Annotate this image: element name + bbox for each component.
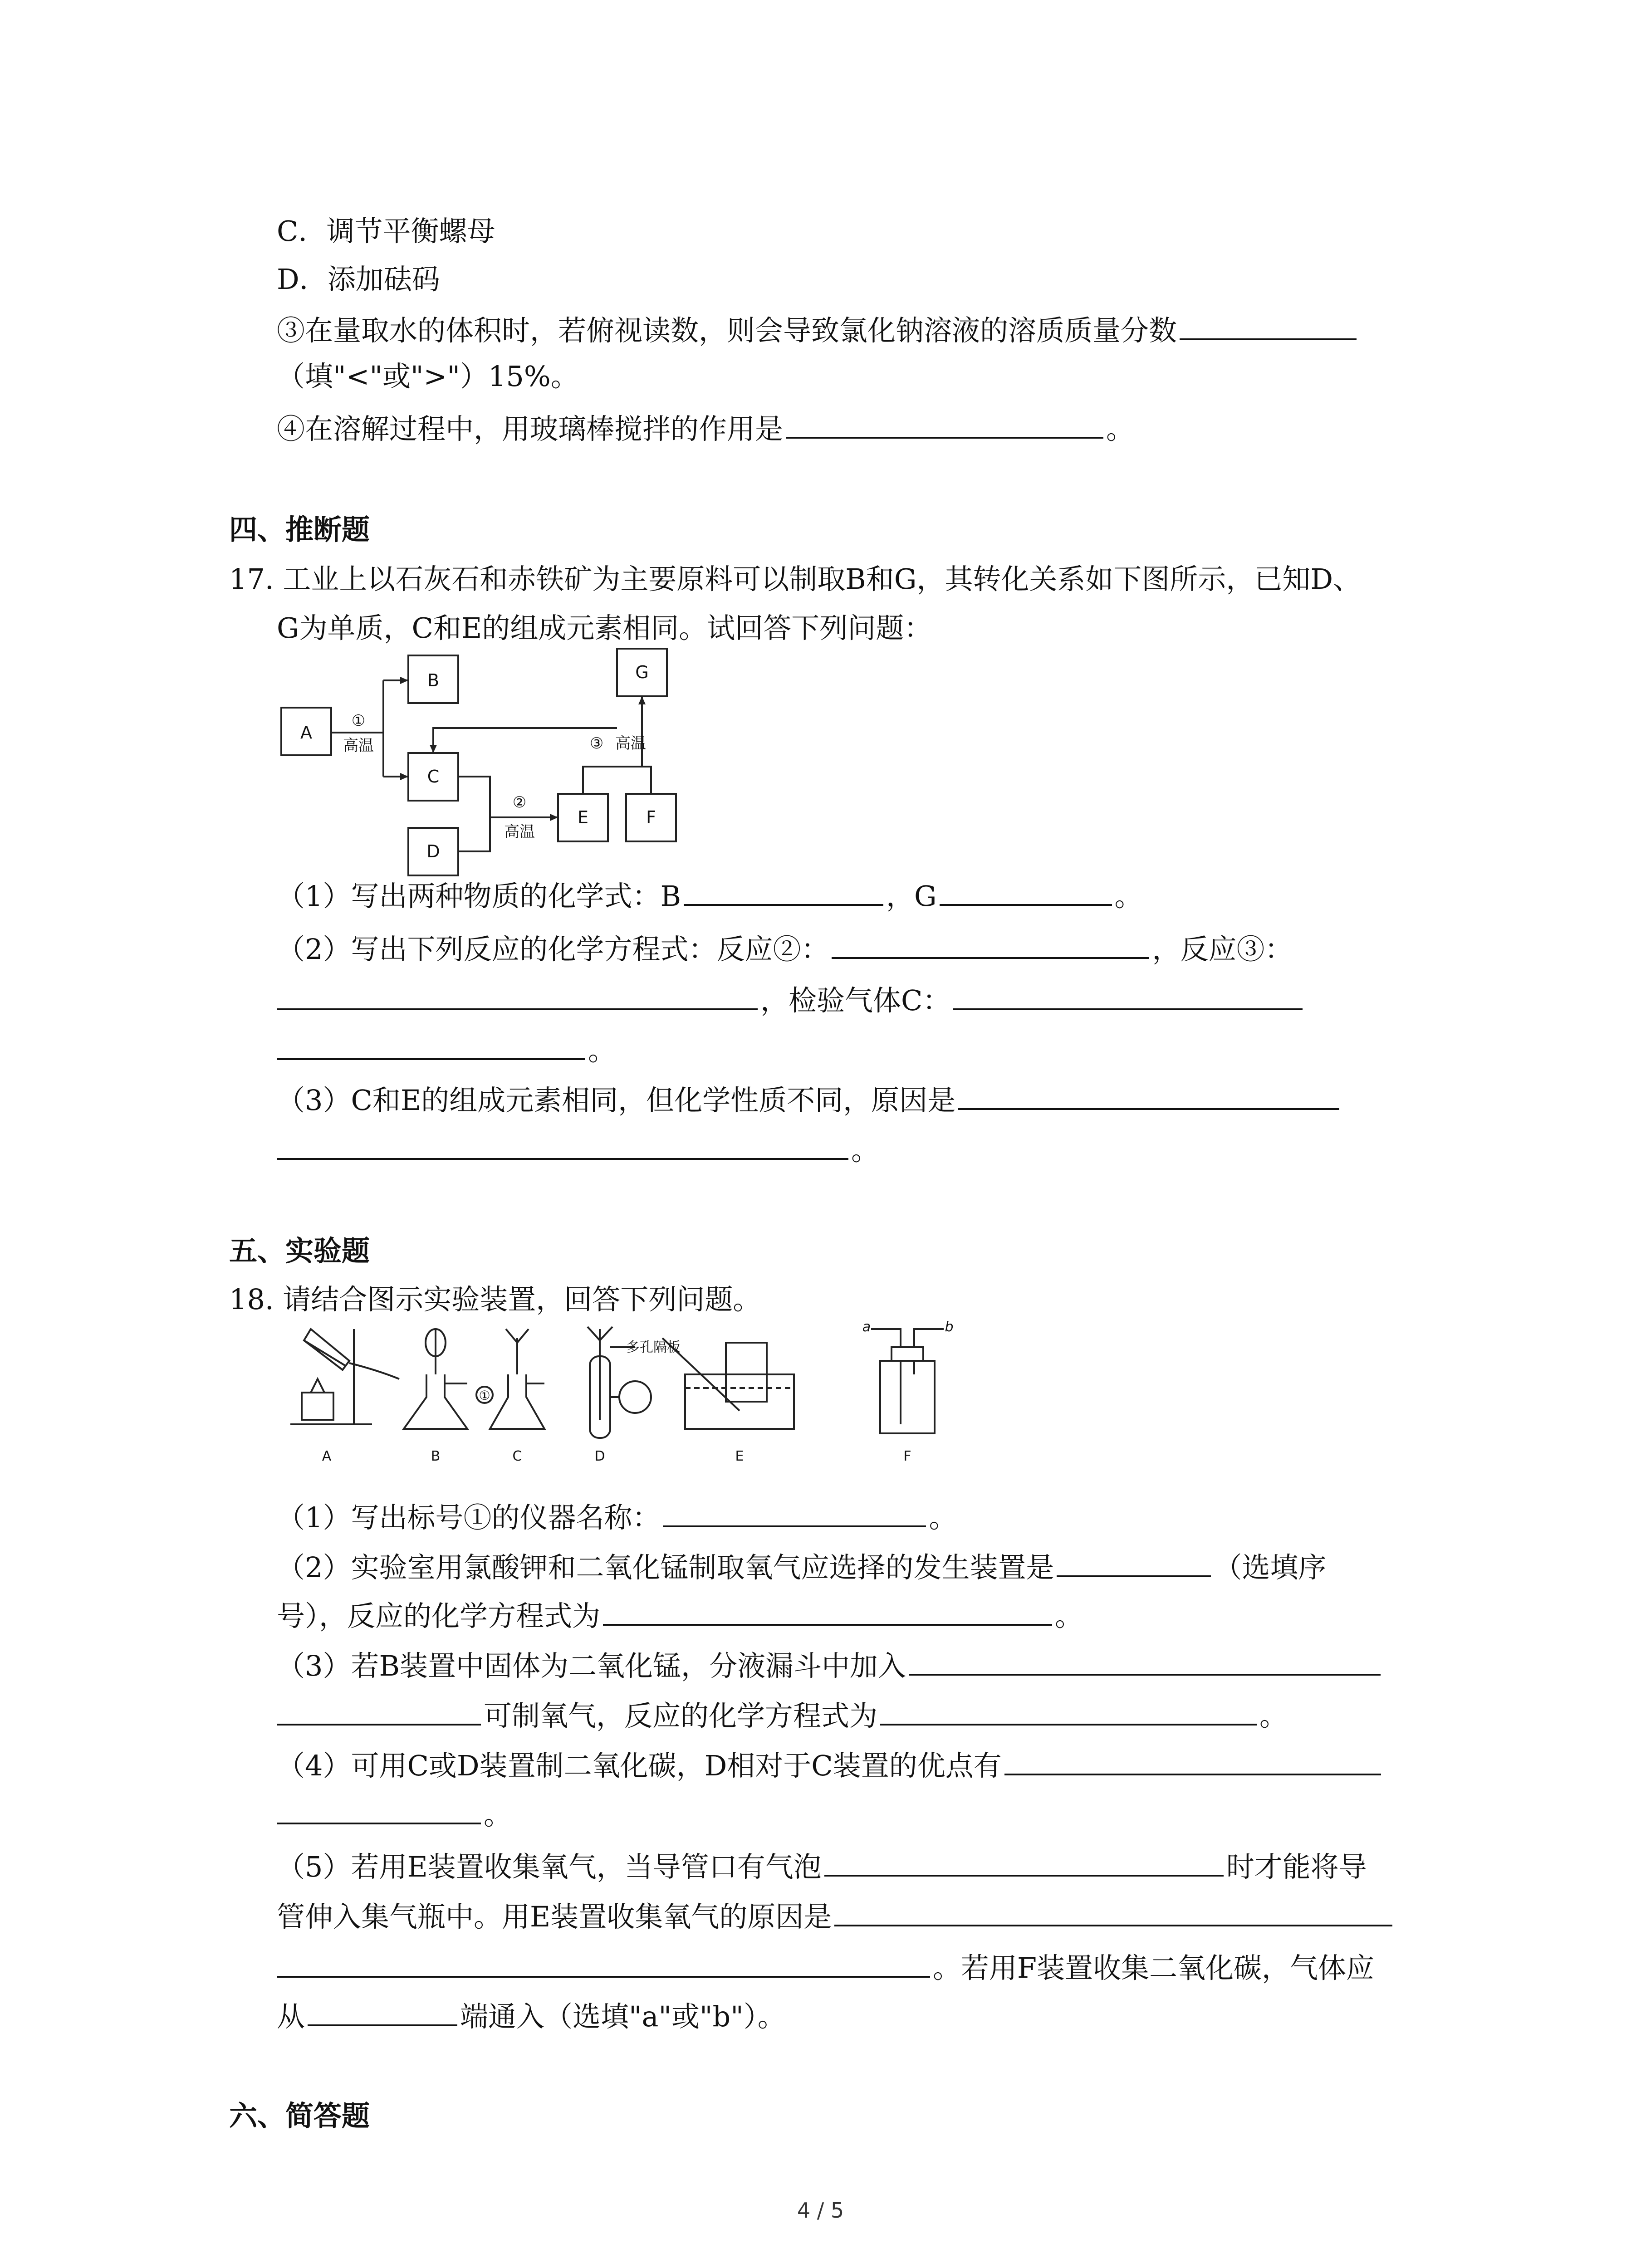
q16-item4-line — [277, 411, 1134, 447]
port-b-label: b — [945, 1320, 954, 1335]
diagram-box-e: E — [577, 807, 589, 827]
q18-part1 — [277, 1499, 957, 1536]
answer-blank[interactable] — [940, 878, 1112, 906]
q17-part3-text: （3）C和E的组成元素相同，但化学性质不同，原因是 — [277, 1084, 956, 1117]
q18-part2-text: （2）实验室用氯酸钾和二氧化锰制取氧气应选择的发生装置是 — [277, 1551, 1054, 1584]
q18-part4-line1 — [277, 1747, 1384, 1784]
answer-blank[interactable] — [277, 1796, 481, 1824]
period: 。 — [484, 1798, 512, 1831]
q17-part2-text-testc: ，检验气体C： — [760, 984, 951, 1017]
q17-part2-line2 — [277, 982, 1305, 1019]
answer-blank[interactable] — [958, 1082, 1339, 1110]
q18-part5-text: （5）若用E装置收集氧气，当导管口有气泡 — [277, 1850, 822, 1883]
answer-blank[interactable] — [663, 1499, 926, 1527]
q18-part5-text-c: 管伸入集气瓶中。用E装置收集氧气的原因是 — [277, 1900, 832, 1933]
diagram-cond-1: 高温 — [343, 737, 374, 755]
diagram-step-1: ① — [351, 712, 366, 730]
q18-part5-text-d: 。若用F装置收集二氧化碳，气体应 — [933, 1951, 1375, 1984]
answer-blank[interactable] — [277, 1032, 585, 1060]
answer-blank[interactable] — [1004, 1747, 1381, 1775]
q17-part3-line1 — [277, 1082, 1342, 1119]
q18-part5-line4 — [277, 1998, 786, 2035]
q18-part5-line2 — [277, 1898, 1395, 1935]
q17-part2-text: （2）写出下列反应的化学方程式：反应②： — [277, 933, 829, 966]
q18-part2-line2 — [277, 1598, 1083, 1634]
q17-part2-text-r3: ，反应③： — [1152, 933, 1293, 966]
apparatus-label-e: E — [735, 1448, 744, 1464]
q18-part3-line2 — [277, 1697, 1288, 1734]
diagram-box-d: D — [426, 841, 440, 861]
port-a-label: a — [862, 1320, 871, 1335]
q17-part1 — [277, 878, 1143, 914]
q18-part3-text-b: 可制氧气，反应的化学方程式为 — [484, 1699, 878, 1732]
apparatus-label-a: A — [322, 1448, 332, 1464]
period: 。 — [851, 1134, 880, 1167]
diagram-box-a: A — [300, 723, 312, 743]
diagram-box-g: G — [635, 662, 649, 682]
q16-item3-line1 — [277, 312, 1359, 349]
answer-blank[interactable] — [824, 1848, 1224, 1877]
q18-part5-text-f: 端通入（选填"a"或"b"）。 — [460, 2000, 786, 2033]
diagram-cond-2: 高温 — [504, 823, 535, 841]
apparatus-label-f: F — [903, 1448, 911, 1464]
apparatus-label-d: D — [594, 1448, 605, 1464]
answer-blank[interactable] — [880, 1697, 1257, 1725]
q17-stem-line2: G为单质，C和E的组成元素相同。试回答下列问题： — [277, 611, 932, 645]
answer-blank[interactable] — [277, 1697, 481, 1725]
q16-item3-line2: （填"<"或">"）15%。 — [277, 360, 579, 393]
q17-part1-text-g: ，G — [886, 880, 937, 913]
answer-blank[interactable] — [953, 982, 1303, 1010]
answer-blank[interactable] — [1180, 312, 1357, 340]
q18-part2-text-b: （选填序 — [1214, 1551, 1327, 1584]
diagram-box-c: C — [427, 767, 440, 787]
answer-blank[interactable] — [603, 1598, 1052, 1626]
period: 。 — [1055, 1599, 1083, 1633]
answer-blank[interactable] — [277, 1132, 848, 1160]
diagram-box-b: B — [427, 670, 440, 690]
q18-part4-text: （4）可用C或D装置制二氧化碳，D相对于C装置的优点有 — [277, 1749, 1002, 1782]
q16-item3-text: ③在量取水的体积时，若俯视读数，则会导致氯化钠溶液的溶质质量分数 — [277, 314, 1177, 347]
porous-plate-label: 多孔隔板 — [626, 1339, 681, 1355]
answer-blank[interactable] — [1057, 1549, 1211, 1577]
period: 。 — [588, 1034, 617, 1067]
diagram-step-3: ③ — [589, 734, 604, 753]
option-c: C．调节平衡螺母 — [277, 215, 495, 248]
period: 。 — [1114, 880, 1143, 913]
apparatus-label-c: C — [512, 1448, 522, 1464]
q18-part2-text-c: 号），反应的化学方程式为 — [277, 1599, 601, 1633]
answer-blank[interactable] — [834, 1898, 1392, 1926]
period: 。 — [929, 1501, 957, 1534]
period: 。 — [1259, 1699, 1288, 1732]
option-d: D．添加砝码 — [277, 263, 440, 296]
diagram-box-f: F — [646, 807, 656, 827]
answer-blank[interactable] — [832, 931, 1149, 959]
q18-part4-line2 — [277, 1796, 512, 1833]
q18-part3-text: （3）若B装置中固体为二氧化锰，分液漏斗中加入 — [277, 1649, 906, 1682]
answer-blank[interactable] — [277, 982, 758, 1010]
lab-apparatus-figure — [277, 1320, 957, 1474]
answer-blank[interactable] — [909, 1647, 1381, 1676]
q17-part2-line1 — [277, 931, 1293, 968]
answer-blank[interactable] — [786, 411, 1103, 439]
q18-part5-line1 — [277, 1848, 1367, 1885]
page-number: 4 / 5 — [797, 2198, 844, 2223]
q18-part1-text: （1）写出标号①的仪器名称： — [277, 1501, 661, 1534]
apparatus-label-b: B — [431, 1448, 441, 1464]
answer-blank[interactable] — [277, 1950, 930, 1978]
q17-part2-line3 — [277, 1032, 616, 1069]
apparatus-marker-1: ① — [479, 1388, 490, 1403]
diagram-step-2: ② — [512, 793, 527, 811]
q17-part1-text: （1）写出两种物质的化学式：B — [277, 880, 681, 913]
q18-part5-line3 — [277, 1950, 1374, 1986]
answer-blank[interactable] — [684, 878, 883, 906]
reaction-flow-diagram — [272, 644, 681, 880]
q17-stem-line1: 17. 工业上以石灰石和赤铁矿为主要原料可以制取B和G，其转化关系如下图所示，已知D、 — [229, 562, 1362, 596]
q18-stem: 18. 请结合图示实验装置，回答下列问题。 — [229, 1283, 761, 1316]
diagram-cond-3: 高温 — [615, 734, 646, 753]
section-heading-short-answer: 六、简答题 — [229, 2099, 370, 2132]
q18-part2-line1 — [277, 1549, 1326, 1586]
section-heading-inference: 四、推断题 — [229, 513, 370, 546]
answer-blank[interactable] — [308, 1998, 457, 2026]
q16-item4-text: ④在溶解过程中，用玻璃棒搅拌的作用是 — [277, 412, 784, 445]
q17-part3-line2 — [277, 1132, 879, 1168]
q18-part5-text-e: 从 — [277, 2000, 305, 2033]
q18-part3-line1 — [277, 1647, 1383, 1684]
period: 。 — [1106, 412, 1135, 445]
section-heading-experiment: 五、实验题 — [229, 1234, 370, 1267]
q18-part5-text-b: 时才能将导 — [1226, 1850, 1367, 1883]
